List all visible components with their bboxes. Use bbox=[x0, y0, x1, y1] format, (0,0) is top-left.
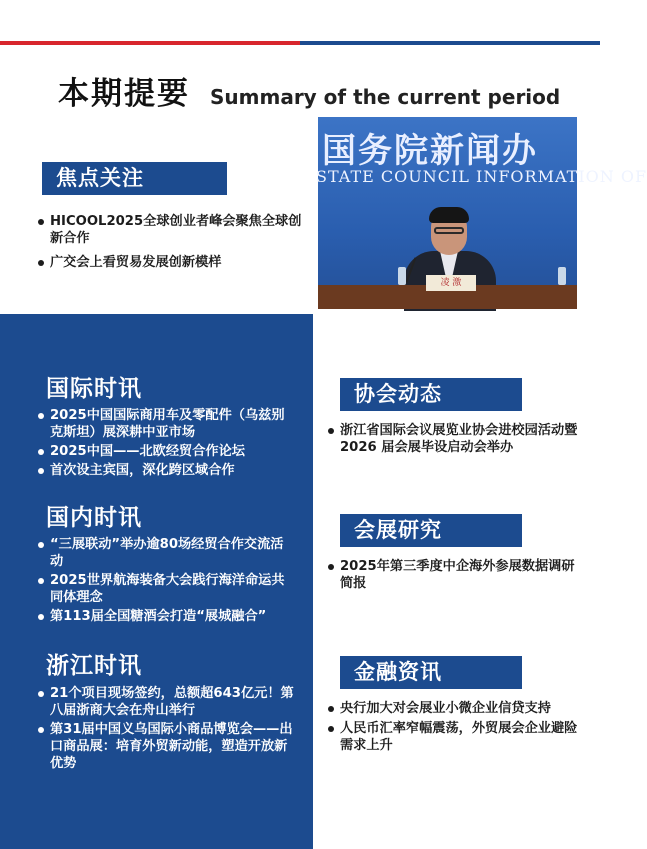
international-label: 国际时讯 bbox=[46, 376, 142, 402]
list-item[interactable]: 2025中国国际商用车及零配件（乌兹别克斯坦）展深耕中亚市场 bbox=[38, 407, 288, 441]
association-list bbox=[328, 422, 580, 463]
list-item[interactable]: 2025中国——北欧经贸合作论坛 bbox=[38, 443, 288, 460]
nameplate: 凌 激 bbox=[426, 275, 476, 291]
header-stripe-red bbox=[0, 41, 300, 45]
zhejiang-list bbox=[38, 685, 300, 779]
press-conference-photo bbox=[316, 117, 647, 309]
finance-list bbox=[328, 700, 580, 761]
list-item[interactable]: 2025年第三季度中企海外参展数据调研简报 bbox=[328, 558, 580, 592]
research-label: 会展研究 bbox=[340, 514, 522, 547]
list-item[interactable]: 首次设主宾国，深化跨区域合作 bbox=[38, 462, 288, 479]
list-item[interactable]: 21个项目现场签约，总额超643亿元！第八届浙商大会在舟山举行 bbox=[38, 685, 300, 719]
list-item[interactable]: 第31届中国义乌国际小商品博览会——出口商品展：培育外贸新动能，塑造开放新优势 bbox=[38, 721, 300, 772]
photo-backdrop-chinese: 国务院新闻办 bbox=[322, 131, 538, 171]
domestic-list bbox=[38, 536, 288, 632]
finance-label: 金融资讯 bbox=[340, 656, 522, 689]
page-title: 本期提要 bbox=[58, 76, 190, 112]
research-list bbox=[328, 558, 580, 599]
association-label: 协会动态 bbox=[340, 378, 522, 411]
list-item[interactable]: 浙江省国际会议展览业协会进校园活动暨 2026 届会展毕设启动会举办 bbox=[328, 422, 580, 456]
list-item[interactable]: HICOOL2025全球创业者峰会聚焦全球创新合作 bbox=[38, 213, 306, 247]
header-stripe bbox=[0, 41, 600, 45]
list-item[interactable]: 第113届全国糖酒会打造“展城融合” bbox=[38, 608, 288, 625]
news-panel bbox=[0, 314, 313, 849]
header-stripe-blue bbox=[300, 41, 600, 45]
zhejiang-label: 浙江时讯 bbox=[46, 653, 142, 679]
list-item[interactable]: 2025世界航海装备大会践行海洋命运共同体理念 bbox=[38, 572, 288, 606]
list-item[interactable]: “三展联动”举办逾80场经贸合作交流活动 bbox=[38, 536, 288, 570]
page-subtitle: Summary of the current period bbox=[210, 85, 561, 109]
domestic-label: 国内时讯 bbox=[46, 505, 142, 531]
photo-backdrop-english: STATE COUNCIL INFORMATION OF bbox=[316, 167, 647, 186]
speaker-hair bbox=[429, 207, 469, 223]
focus-label: 焦点关注 bbox=[42, 162, 227, 195]
water-bottle bbox=[558, 267, 566, 285]
water-bottle bbox=[398, 267, 406, 285]
international-list bbox=[38, 407, 288, 486]
speaker-glasses bbox=[434, 227, 464, 234]
list-item[interactable]: 广交会上看贸易发展创新模样 bbox=[38, 254, 306, 271]
focus-list bbox=[38, 213, 306, 278]
list-item[interactable]: 人民币汇率窄幅震荡，外贸展会企业避险需求上升 bbox=[328, 720, 580, 754]
list-item[interactable]: 央行加大对会展业小微企业信贷支持 bbox=[328, 700, 580, 717]
